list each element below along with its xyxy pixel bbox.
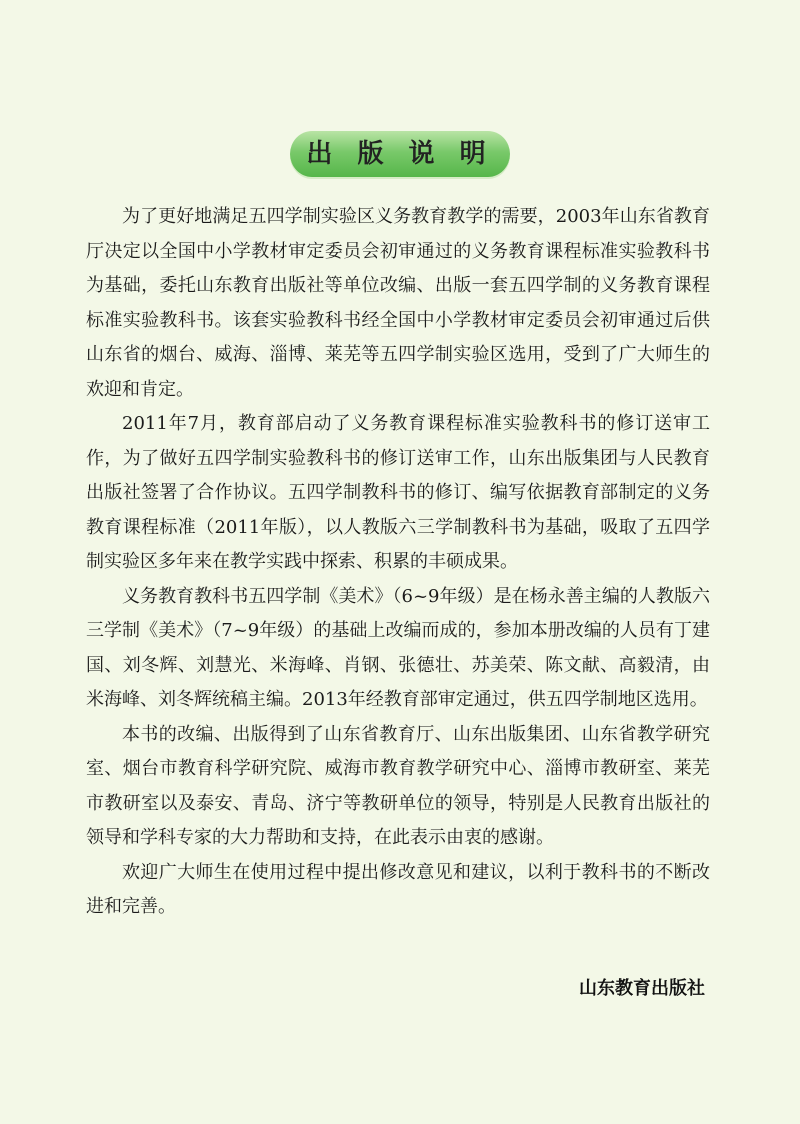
title-section bbox=[0, 131, 800, 177]
page-title: 出 版 说 明 bbox=[290, 131, 509, 177]
paragraph: 为了更好地满足五四学制实验区义务教育教学的需要，2003年山东省教育厅决定以全国中小学教材审定委员会初审通过的义务教育课程标准实验教科书为基础，委托山东教育出版社等单位改编、出版一套五四学制的义务教育课程标准实验教科书。该套实验教科书经全国中小学教材审定委员会初审通过后供山东省的烟台、威海、淄博、莱芜等五四学制实验区选用，受到了广大师生的欢迎和肯定。 bbox=[86, 206, 710, 400]
body-text bbox=[86, 200, 710, 925]
paragraph: 欢迎广大师生在使用过程中提出修改意见和建议，以利于教科书的不断改进和完善。 bbox=[86, 861, 710, 917]
paragraph: 义务教育教科书五四学制《美术》（6~9年级）是在杨永善主编的人教版六三学制《美术》（7~9年级）的基础上改编而成的，参加本册改编的人员有丁建国、刘冬辉、刘慧光、米海峰、肖钢、张德壮、苏美荣、陈文献、高毅清，由米海峰、刘冬辉统稿主编。2013年经教育部审定通过，供五四学制地区选用。 bbox=[86, 585, 710, 710]
paragraph: 2011年7月，教育部启动了义务教育课程标准实验教科书的修订送审工作，为了做好五四学制实验教科书的修订送审工作，山东出版集团与人民教育出版社签署了合作协议。五四学制教科书的修订、编写依据教育部制定的义务教育课程标准（2011年版），以人教版六三学制教科书为基础，吸取了五四学制实验区多年来在教学实践中探索、积累的丰硕成果。 bbox=[86, 413, 710, 572]
publisher-signature: 山东教育出版社 bbox=[579, 978, 705, 999]
paragraph: 本书的改编、出版得到了山东省教育厅、山东出版集团、山东省教学研究室、烟台市教育科学研究院、威海市教育教学研究中心、淄博市教研室、莱芜市教研室以及泰安、青岛、济宁等教研单位的领导，特别是人民教育出版社的领导和学科专家的大力帮助和支持，在此表示由衷的感谢。 bbox=[86, 723, 710, 848]
